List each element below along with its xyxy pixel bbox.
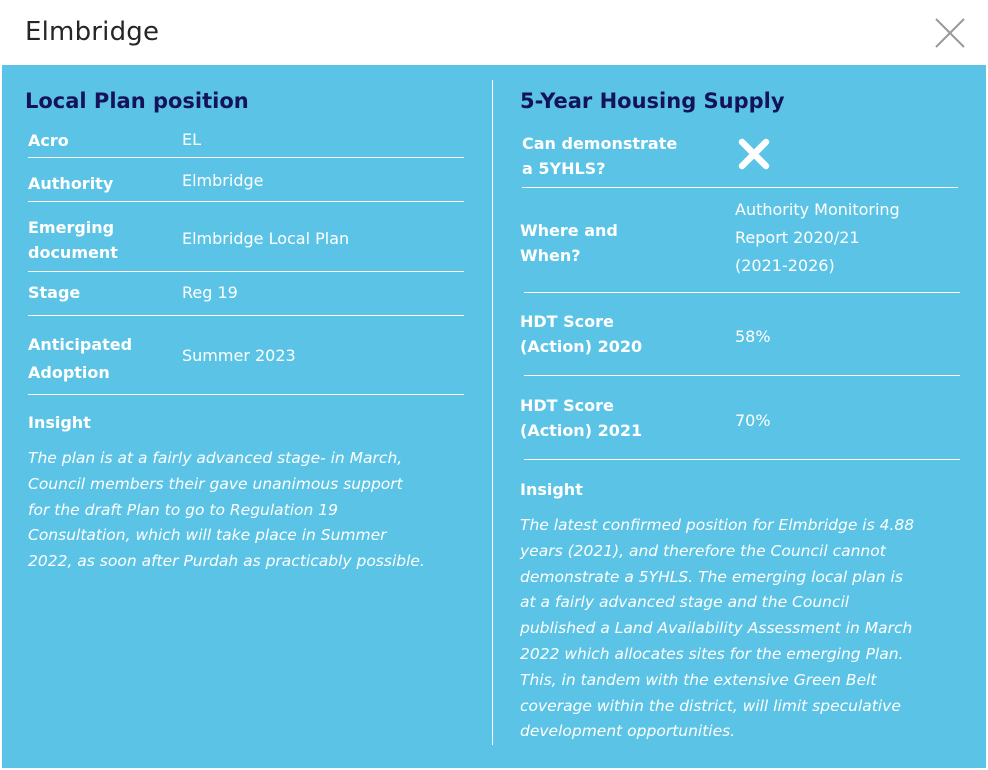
housing-supply-title: 5-Year Housing Supply [520, 89, 785, 113]
insight-label: Insight [520, 480, 583, 499]
insight-line: years (2021), and therefore the Council cannot [520, 541, 886, 560]
label-line: (Action) 2020 [520, 337, 643, 356]
label-line: document [28, 243, 118, 262]
hdt-2021-label [520, 393, 642, 443]
row-divider [28, 394, 464, 395]
hdt-2020-label [520, 309, 642, 359]
anticipated-adoption-label [28, 331, 132, 387]
modal-title: Elmbridge [25, 17, 160, 47]
emerging-document-label [28, 215, 118, 265]
acro-value: EL [182, 130, 202, 149]
label-line: Emerging [28, 218, 115, 237]
insight-line: development opportunities. [520, 722, 736, 741]
row-divider [524, 459, 960, 460]
row-divider [28, 271, 464, 272]
hdt-2020-value: 58% [735, 327, 771, 346]
row-divider [522, 187, 958, 188]
label-line: When? [520, 246, 581, 265]
insight-line: at a fairly advanced stage and the Council [520, 593, 850, 612]
label-line: Where and [520, 221, 618, 240]
cross-icon [737, 137, 771, 171]
emerging-document-value: Elmbridge Local Plan [182, 229, 350, 248]
insight-line: Council members their gave unanimous support [28, 474, 403, 493]
modal-body [2, 65, 986, 768]
row-divider [28, 315, 464, 316]
insight-line: This, in tandem with the extensive Green Belt [520, 670, 877, 689]
authority-label: Authority [28, 174, 114, 193]
label-line: Adoption [28, 363, 110, 382]
insight-line: The plan is at a fairly advanced stage- in March, [28, 449, 403, 467]
value-line: Report 2020/21 [735, 228, 860, 247]
value-line: Authority Monitoring [735, 200, 900, 219]
where-when-label [520, 218, 618, 268]
label-line: HDT Score [520, 396, 614, 415]
label-line: (Action) 2021 [520, 421, 643, 440]
local-plan-title: Local Plan position [25, 89, 249, 113]
insight-line: published a Land Availability Assessment in March [520, 619, 913, 638]
row-divider [524, 375, 960, 376]
insight-text [28, 446, 425, 575]
row-divider [524, 292, 960, 293]
anticipated-adoption-value: Summer 2023 [182, 346, 296, 365]
insight-line: 2022, as soon after Purdah as practicably possible. [28, 552, 425, 571]
insight-line: 2022 which allocates sites for the emerging Plan. [520, 644, 904, 663]
insight-line: Consultation, which will take place in Summer [28, 526, 387, 545]
stage-value: Reg 19 [182, 283, 238, 302]
acro-label: Acro [28, 131, 69, 150]
value-line: (2021-2026) [735, 256, 835, 275]
label-line: Can demonstrate [522, 134, 678, 153]
close-icon[interactable] [932, 15, 968, 51]
where-when-value [735, 196, 900, 280]
insight-text [520, 513, 914, 745]
insight-label: Insight [28, 413, 91, 432]
local-plan-panel [2, 65, 492, 768]
can-demonstrate-label [522, 131, 677, 181]
label-line: a 5YHLS? [522, 159, 606, 178]
label-line: HDT Score [520, 312, 614, 331]
hdt-2021-value: 70% [735, 411, 771, 430]
modal-header [0, 0, 988, 65]
insight-line: The latest confirmed position for Elmbridge is 4.88 [520, 516, 915, 534]
label-line: Anticipated [28, 335, 133, 354]
stage-label: Stage [28, 283, 81, 302]
insight-line: coverage within the district, will limit speculative [520, 696, 901, 715]
row-divider [28, 201, 464, 202]
insight-line: for the draft Plan to go to Regulation 19 [28, 500, 339, 519]
row-divider [28, 157, 464, 158]
authority-value: Elmbridge [182, 171, 264, 190]
insight-line: demonstrate a 5YHLS. The emerging local plan is [520, 567, 903, 586]
housing-supply-panel [493, 65, 986, 768]
